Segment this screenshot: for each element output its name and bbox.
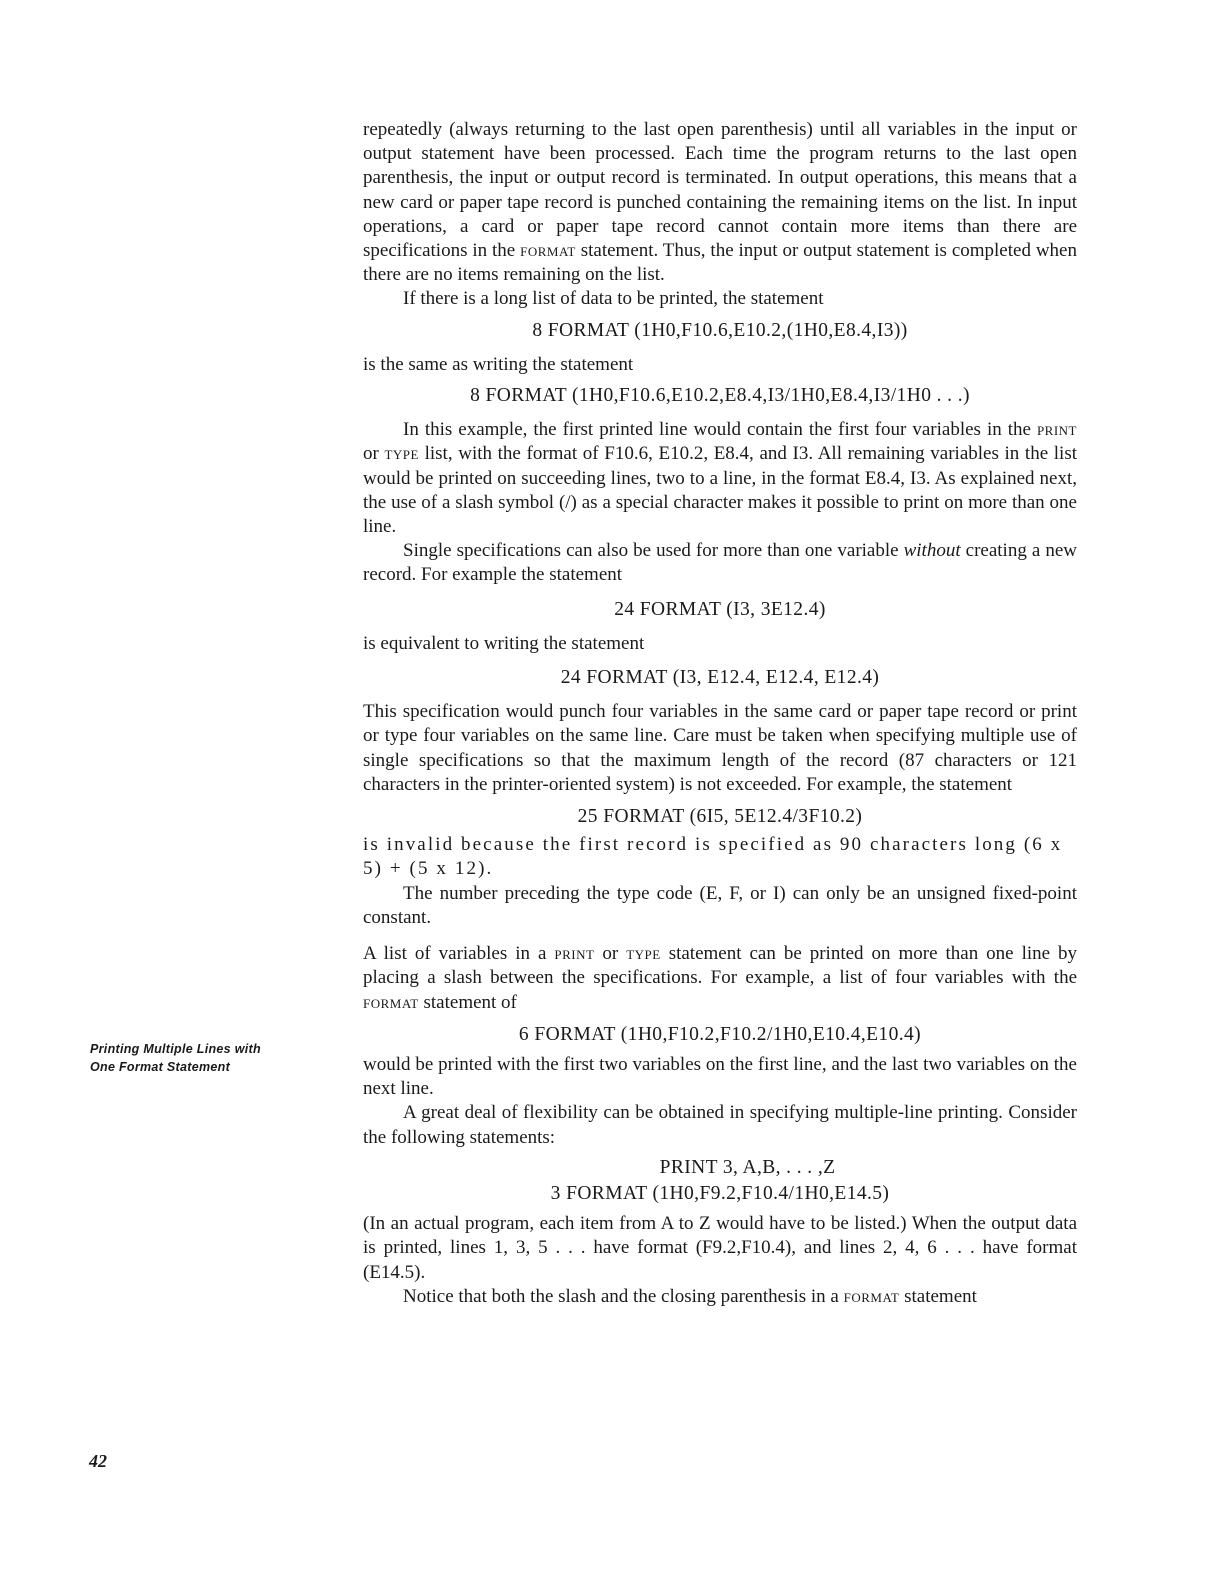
- sidebar-heading-line: One Format Statement: [90, 1060, 231, 1074]
- code-statement: PRINT 3, A,B, . . . ,Z: [659, 1156, 836, 1178]
- paragraph: The number preceding the type code (E, F, or I) can only be an unsigned fixed-point constant.: [363, 882, 1077, 928]
- keyword-format: format: [363, 991, 419, 1013]
- code-statement: 3 FORMAT (1H0,F9.2,F10.4/1H0,E14.5): [550, 1182, 890, 1204]
- code-statement: 24 FORMAT (I3, E12.4, E12.4, E12.4): [560, 667, 880, 689]
- code-block: [363, 1156, 1077, 1206]
- paragraph: A great deal of flexibility can be obtained in specifying multiple-line printing. Consider the following statements:: [363, 1102, 1077, 1148]
- paragraph: Notice that both the slash and the closing parenthesis in a format statement: [403, 1285, 977, 1307]
- code-statement: 8 FORMAT (1H0,F10.6,E10.2,(1H0,E8.4,I3)): [532, 319, 908, 341]
- paragraph: If there is a long list of data to be printed, the statement: [403, 288, 824, 310]
- code-statement: 6 FORMAT (1H0,F10.2,F10.2/1H0,E10.4,E10.4): [518, 1023, 922, 1045]
- keyword-print: print: [1036, 419, 1077, 441]
- keyword-format: format: [520, 240, 576, 262]
- emphasis: without: [903, 540, 961, 562]
- main-text-column: [363, 118, 1077, 1309]
- paragraph: repeatedly (always returning to the last open parenthesis) until all variables in the input or output statement have been processed. Each time the program returns to the last open parenthesis, the input or output record is terminated. In output operations, this means that a new card or paper tape record is punched containing the remaining items on the list. In input operations, a card or paper tape record cannot contain more items than there are specifications in the format statement. Thus, the input or output statement is completed when there are no items remaining on the list.: [363, 119, 1077, 286]
- sidebar-heading-line: Printing Multiple Lines with: [90, 1042, 261, 1056]
- code-statement: 24 FORMAT (I3, 3E12.4): [614, 598, 826, 620]
- code-statement: 8 FORMAT (1H0,F10.6,E10.2,E8.4,I3/1H0,E8.4,I3/1H0 . . .): [470, 385, 970, 407]
- paragraph: A list of variables in a print or type statement can be printed on more than one line by placing a slash between the specifications. For example, a list of four variables with the format statement of: [363, 943, 1078, 1013]
- keyword-print: print: [554, 943, 595, 965]
- page-number: 42: [89, 1451, 107, 1471]
- paragraph: would be printed with the first two variables on the first line, and the last two variables on the next line.: [363, 1053, 1077, 1100]
- paragraph: This specification would punch four variables in the same card or paper tape record or print or type four variables on the same line. Care must be taken when specifying multiple use of single specifications so that the maximum length of the record (87 characters or 121 characters in the printer-oriented system) is not exceeded. For example, the statement: [363, 701, 1077, 795]
- sidebar-heading: [90, 1040, 320, 1076]
- paragraph: (In an actual program, each item from A to Z would have to be listed.) When the output data is printed, lines 1, 3, 5 . . . have format (F9.2,F10.4), and lines 2, 4, 6 . . . have format (E14.5).: [363, 1213, 1077, 1283]
- keyword-type: type: [384, 443, 419, 465]
- paragraph: In this example, the first printed line would contain the first four variables in the print or type list, with the format of F10.6, E10.2, E8.4, and I3. All remaining variables in the list would be printed on succeeding lines, two to a line, in the format E8.4, I3. As explained next, the use of a slash symbol (/) as a special character makes it possible to print on more than one line.: [363, 419, 1077, 538]
- paragraph: is the same as writing the statement: [363, 353, 634, 375]
- keyword-format: format: [843, 1285, 900, 1307]
- paragraph: is invalid because the first record is specified as 90 characters long (6 x 5) + (5 x 12).: [363, 834, 1063, 880]
- code-statement: 25 FORMAT (6I5, 5E12.4/3F10.2): [577, 806, 863, 828]
- paragraph: is equivalent to writing the statement: [363, 632, 645, 654]
- paragraph: Single specifications can also be used for more than one variable without creating a new record. For example the statement: [363, 540, 1077, 586]
- keyword-type: type: [626, 943, 661, 965]
